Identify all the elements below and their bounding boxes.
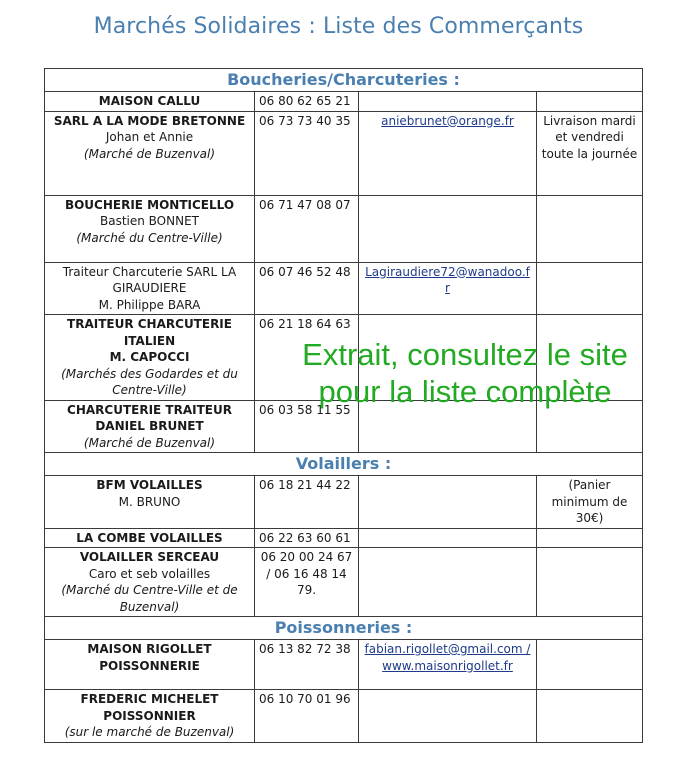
merchant-market: (Marché de Buzenval) [83, 435, 216, 450]
section-header-row [45, 453, 643, 476]
merchant-name: SARL A LA MODE BRETONNE [53, 113, 246, 128]
merchant-contact: M. BRUNO [118, 494, 181, 509]
note-cell [537, 262, 643, 315]
phone-cell: 06 71 47 08 07 [255, 195, 359, 262]
merchant-name: BOUCHERIE MONTICELLO [64, 197, 235, 212]
merchant-name-cell [45, 195, 255, 262]
merchant-contact: Bastien BONNET [99, 214, 199, 228]
watermark-overlay [250, 336, 677, 410]
email-cell [359, 92, 537, 112]
table-row [45, 640, 643, 690]
note-cell [537, 690, 643, 743]
table-row [45, 262, 643, 315]
watermark-line: Extrait, consultez le site [302, 337, 628, 372]
email-cell [359, 476, 537, 529]
page-title: Marchés Solidaires : Liste des Commerçants [93, 14, 584, 39]
merchant-market: (sur le marché de Buzenval) [64, 725, 235, 739]
merchant-name: MAISON RIGOLLET POISSONNERIE [87, 642, 212, 673]
phone-cell: 06 10 70 01 96 [255, 690, 359, 743]
section-header-row [45, 69, 643, 92]
phone-cell: 06 21 18 64 63 [255, 315, 359, 401]
table-row [45, 92, 643, 112]
watermark-line: pour la liste complète [318, 374, 612, 409]
phone-cell: 06 80 62 65 21 [255, 92, 359, 112]
section-heading: Boucheries/Charcuteries : [45, 69, 643, 92]
email-cell [359, 690, 537, 743]
merchant-contact: M. Philippe BARA [98, 297, 201, 312]
note-cell: (Panier minimum de 30€) [537, 476, 643, 529]
table-row [45, 528, 643, 548]
merchant-name-cell [45, 315, 255, 401]
merchant-contact: Johan et Annie [105, 130, 194, 144]
phone-cell: 06 03 58 11 55 [255, 400, 359, 453]
email-link[interactable]: Lagiraudiere72@wanadoo.fr [359, 262, 537, 315]
phone-cell: 06 22 63 60 61 [255, 528, 359, 548]
email-cell [359, 195, 537, 262]
section-heading: Poissonneries : [45, 617, 643, 640]
email-link[interactable]: aniebrunet@orange.fr [359, 111, 537, 195]
table-row [45, 548, 643, 617]
merchant-contact: Caro et seb volailles [88, 566, 211, 581]
merchant-name-cell [45, 690, 255, 743]
merchant-name: CHARCUTERIE TRAITEUR DANIEL BRUNET [67, 402, 232, 433]
merchant-name: BFM VOLAILLES [96, 478, 203, 492]
merchant-name-cell [45, 400, 255, 453]
email-link[interactable]: fabian.rigollet@gmail.com / www.maisonrigollet.fr [359, 640, 537, 690]
note-cell [537, 195, 643, 262]
table-row [45, 690, 643, 743]
email-cell [359, 548, 537, 617]
phone-cell: 06 07 46 52 48 [255, 262, 359, 315]
table-row [45, 111, 643, 195]
merchant-contact: M. CAPOCCI [109, 350, 190, 364]
merchant-name: MAISON CALLU [98, 94, 201, 108]
phone-cell: 06 18 21 44 22 [255, 476, 359, 529]
merchant-name-cell [45, 92, 255, 112]
merchant-name: VOLAILLER SERCEAU [79, 550, 220, 564]
email-cell [359, 528, 537, 548]
merchant-name: LA COMBE VOLAILLES [76, 530, 223, 545]
note-cell: Livraison mardi et vendredi toute la journée [537, 111, 643, 195]
merchant-name-cell [45, 262, 255, 315]
merchant-name-cell [45, 548, 255, 617]
section-heading: Volaillers : [45, 453, 643, 476]
note-cell [537, 528, 643, 548]
merchant-market: (Marché de Buzenval) [83, 146, 216, 161]
phone-cell: 06 13 82 72 38 [255, 640, 359, 690]
note-cell [537, 640, 643, 690]
merchant-market: (Marché du Centre-Ville et de Buzenval) [61, 583, 238, 614]
note-cell [537, 548, 643, 617]
merchant-name-cell [45, 528, 255, 548]
table-row [45, 476, 643, 529]
table-row [45, 195, 643, 262]
note-cell [537, 92, 643, 112]
section-header-row [45, 617, 643, 640]
merchant-name: TRAITEUR CHARCUTERIE ITALIEN [67, 317, 232, 348]
merchant-name-cell [45, 111, 255, 195]
phone-cell: 06 73 73 40 35 [255, 111, 359, 195]
merchant-name: Traiteur Charcuterie SARL LA GIRAUDIERE [62, 264, 237, 295]
merchant-market: (Marché du Centre-Ville) [76, 230, 223, 245]
merchant-name-cell [45, 640, 255, 690]
merchant-name-cell [45, 476, 255, 529]
phone-cell: 06 20 00 24 67 / 06 16 48 14 79. [255, 548, 359, 617]
merchant-name: FREDERIC MICHELET POISSONNIER [80, 692, 219, 723]
merchant-market: (Marchés des Godardes et du Centre-Ville) [61, 366, 238, 397]
